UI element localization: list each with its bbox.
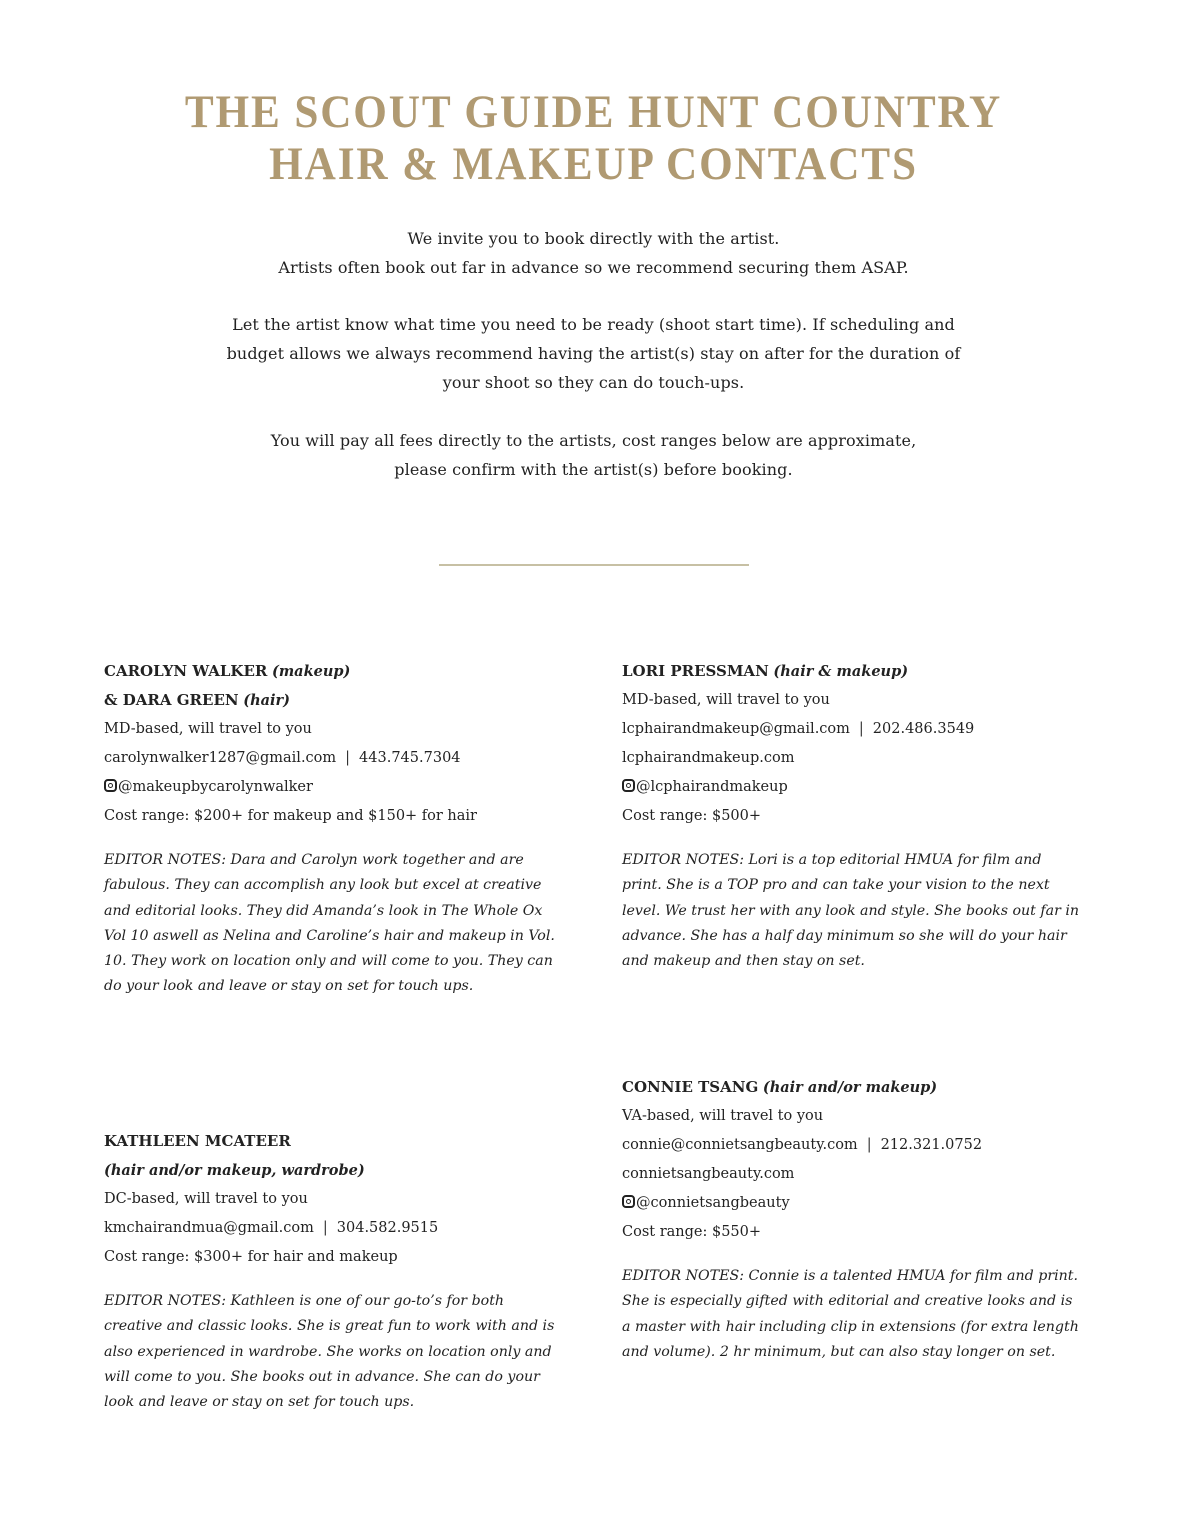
intro-text: We invite you to book directly with the artist. [407,229,780,248]
contact-cost: Cost range: $500+ [622,808,762,824]
intro-paragraph-3 [0,426,1187,484]
intro-text: your shoot so they can do touch-ups. [442,373,745,392]
instagram-icon [104,779,117,792]
contact-name: KATHLEEN MCATEER [104,1132,291,1150]
contact-card-carolyn-walker-dara-green [104,657,564,1000]
contact-role: (hair) [243,692,291,709]
contact-card-kathleen-mcateer [104,1127,564,1415]
intro-text: please confirm with the artist(s) before booking. [394,460,793,479]
contact-role: (hair and/or makeup) [762,1079,938,1096]
contact-location: VA-based, will travel to you [622,1108,824,1124]
editor-notes: EDITOR NOTES: Connie is a talented HMUA for film and print. She is especially gifted with editorial and creative looks and is a master with hair including clip in extensions (for extra length and volume). 2 hr minimum, but can also stay longer on set. [622,1268,1079,1360]
intro-text: budget allows we always recommend having the artist(s) stay on after for the duration of [226,344,961,363]
contact-name: & DARA GREEN [104,691,239,709]
page-title-line-2: HAIR & MAKEUP CONTACTS [269,138,918,190]
contact-instagram[interactable]: @lcphairandmakeup [636,779,788,795]
intro-text: Let the artist know what time you need to be ready (shoot start time). If scheduling and [232,315,955,334]
editor-notes: EDITOR NOTES: Kathleen is one of our go-to’s for both creative and classic looks. She is great fun to work with and is also experienced in wardrobe. She works on location only and will come to you. She books out in advance. She can do your look and leave or stay on set for touch ups. [104,1293,555,1411]
contact-name: CAROLYN WALKER [104,662,268,680]
contact-phone[interactable]: 202.486.3549 [872,721,975,737]
contact-name: LORI PRESSMAN [622,662,769,680]
contact-instagram[interactable]: @makeupbycarolynwalker [118,779,313,795]
editor-notes: EDITOR NOTES: Dara and Carolyn work together and are fabulous. They can accomplish any look but excel at creative and editorial looks. They did Amanda’s look in The Whole Ox Vol 10 aswell as Nelina and Caroline’s hair and makeup in Vol. 10. They work on location only and will come to you. They can do your look and leave or stay on set for touch ups. [104,852,555,995]
contact-website[interactable]: lcphairandmakeup.com [622,750,795,766]
contact-phone[interactable]: 304.582.9515 [336,1220,439,1236]
page-title-line-1: THE SCOUT GUIDE HUNT COUNTRY [184,86,1003,138]
contact-location: DC-based, will travel to you [104,1191,308,1207]
instagram-icon [622,779,635,792]
contact-name: CONNIE TSANG [622,1078,759,1096]
contact-card-connie-tsang [622,1073,1082,1365]
intro-paragraph-2 [0,310,1187,397]
contact-email[interactable]: lcphairandmakeup@gmail.com [622,721,850,737]
intro-text: You will pay all fees directly to the artists, cost ranges below are approximate, [270,431,917,450]
intro-text: Artists often book out far in advance so we recommend securing them ASAP. [278,258,909,277]
contact-phone[interactable]: 212.321.0752 [880,1137,983,1153]
contact-cost: Cost range: $200+ for makeup and $150+ for hair [104,808,477,824]
section-divider [439,564,749,566]
contact-role: (makeup) [271,663,351,680]
separator: | [858,721,864,737]
separator: | [866,1137,872,1153]
contact-email[interactable]: carolynwalker1287@gmail.com [104,750,337,766]
contact-location: MD-based, will travel to you [622,692,830,708]
contact-card-lori-pressman [622,657,1082,974]
contact-location: MD-based, will travel to you [104,721,312,737]
contact-instagram[interactable]: @connietsangbeauty [636,1195,790,1211]
editor-notes: EDITOR NOTES: Lori is a top editorial HMUA for film and print. She is a TOP pro and can take your vision to the next level. We trust her with any look and style. She books out far in advance. She has a half day minimum so she will do your hair and makeup and then stay on set. [622,852,1080,970]
separator: | [322,1220,328,1236]
intro-paragraph-1 [0,224,1187,282]
contact-cost: Cost range: $300+ for hair and makeup [104,1249,398,1265]
contact-email[interactable]: kmchairandmua@gmail.com [104,1220,314,1236]
contact-email[interactable]: connie@connietsangbeauty.com [622,1137,858,1153]
contact-role: (hair and/or makeup, wardrobe) [104,1162,365,1179]
contact-role: (hair & makeup) [773,663,909,680]
contact-cost: Cost range: $550+ [622,1224,762,1240]
contact-website[interactable]: connietsangbeauty.com [622,1166,795,1182]
instagram-icon [622,1195,635,1208]
contact-phone[interactable]: 443.745.7304 [359,750,461,766]
separator: | [345,750,351,766]
